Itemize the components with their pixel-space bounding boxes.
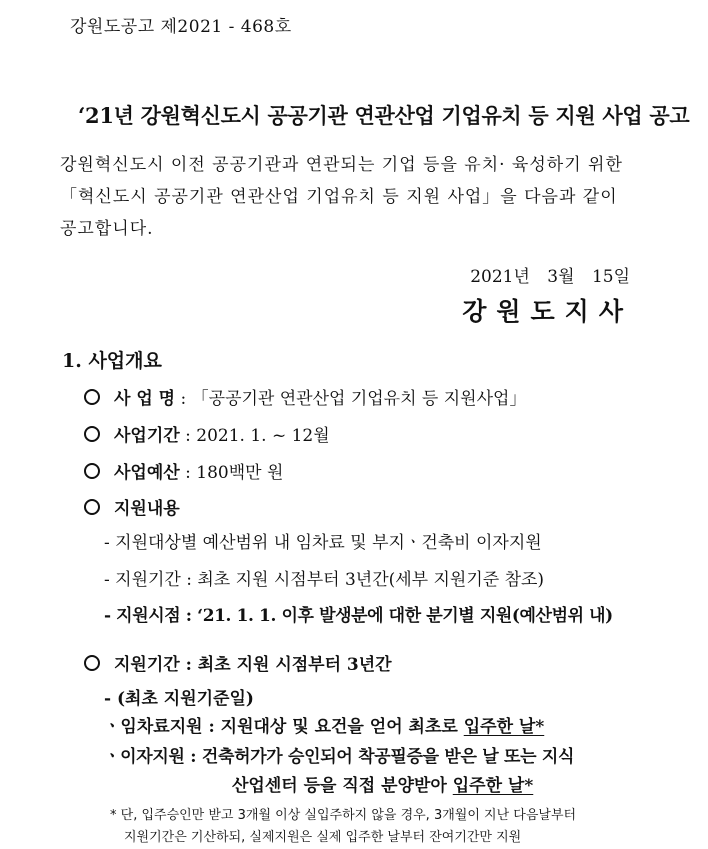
footnote-line-1: * 단, 입주승인만 받고 3개월 이상 실입주하지 않을 경우, 3개월이 지난 다음날부터 — [110, 808, 577, 823]
intro-line-3: 공고합니다. — [60, 219, 154, 239]
interest-support-underline: 입주한 날* — [452, 776, 534, 796]
item-project-period — [84, 421, 330, 446]
interest-support-continuation — [232, 771, 533, 796]
intro-line-2: 「혁신도시 공공기관 연관산업 기업유치 등 지원 사업」을 다음과 같이 — [60, 187, 618, 207]
intro-line-1: 강원혁신도시 이전 공공기관과 연관되는 기업 등을 유치· 육성하기 위한 — [60, 155, 623, 175]
rent-support-text: ㆍ임차료지원 : 지원대상 및 요건을 얻어 최초로 — [104, 717, 464, 737]
item-separator: : — [179, 463, 197, 483]
item-label: 사업기간 — [114, 426, 180, 446]
rent-support-line — [104, 712, 544, 737]
item-support-content — [84, 494, 180, 519]
criteria-heading: - (최초 지원기준일) — [104, 689, 254, 709]
item-project-name — [84, 384, 526, 409]
notice-date — [470, 262, 630, 287]
interest-support-line: ㆍ이자지원 : 건축허가가 승인되어 착공필증을 받은 날 또는 지식 — [104, 747, 575, 767]
date-month: 3월 — [547, 267, 575, 287]
date-year: 2021년 — [470, 267, 530, 287]
support-content-line-3: - 지원시점 : ‘21. 1. 1. 이후 발생분에 대한 분기별 지원(예산범위 내) — [104, 606, 613, 626]
item-support-period — [84, 650, 392, 675]
item-label: 사 업 명 — [114, 389, 176, 409]
circle-bullet-icon — [84, 389, 100, 405]
item-label: 지원기간 : 최초 지원 시점부터 3년간 — [114, 655, 392, 675]
item-label: 지원내용 — [114, 499, 180, 519]
item-value: 2021. 1. ~ 12월 — [196, 426, 330, 446]
circle-bullet-icon — [84, 426, 100, 442]
date-day: 15일 — [591, 267, 630, 287]
support-content-line-2: - 지원기간 : 최초 지원 시점부터 3년간(세부 지원기준 참조) — [104, 570, 545, 590]
item-value: 180백만 원 — [196, 463, 284, 483]
issuer-name: 강원도지사 — [462, 297, 633, 326]
item-label: 사업예산 — [114, 463, 180, 483]
notice-number: 강원도공고 제2021 - 468호 — [70, 17, 292, 37]
support-content-line-1: - 지원대상별 예산범위 내 임차료 및 부지ㆍ건축비 이자지원 — [104, 533, 542, 553]
item-separator: : — [175, 389, 192, 409]
circle-bullet-icon — [84, 463, 100, 479]
item-project-budget — [84, 458, 283, 483]
document-title: ‘21년 강원혁신도시 공공기관 연관산업 기업유치 등 지원 사업 공고 — [78, 103, 690, 128]
interest-support-text: 산업센터 등을 직접 분양받아 — [232, 776, 453, 796]
rent-support-underline: 입주한 날* — [463, 717, 545, 737]
footnote-line-2: 지원기간은 기산하되, 실제지원은 실제 입주한 날부터 잔여기간만 지원 — [124, 830, 522, 845]
intro-paragraph — [60, 150, 660, 240]
section-heading: 1. 사업개요 — [62, 350, 162, 372]
circle-bullet-icon — [84, 499, 100, 515]
circle-bullet-icon — [84, 655, 100, 671]
item-value: 「공공기관 연관산업 기업유치 등 지원사업」 — [191, 389, 527, 409]
item-separator: : — [179, 426, 197, 446]
